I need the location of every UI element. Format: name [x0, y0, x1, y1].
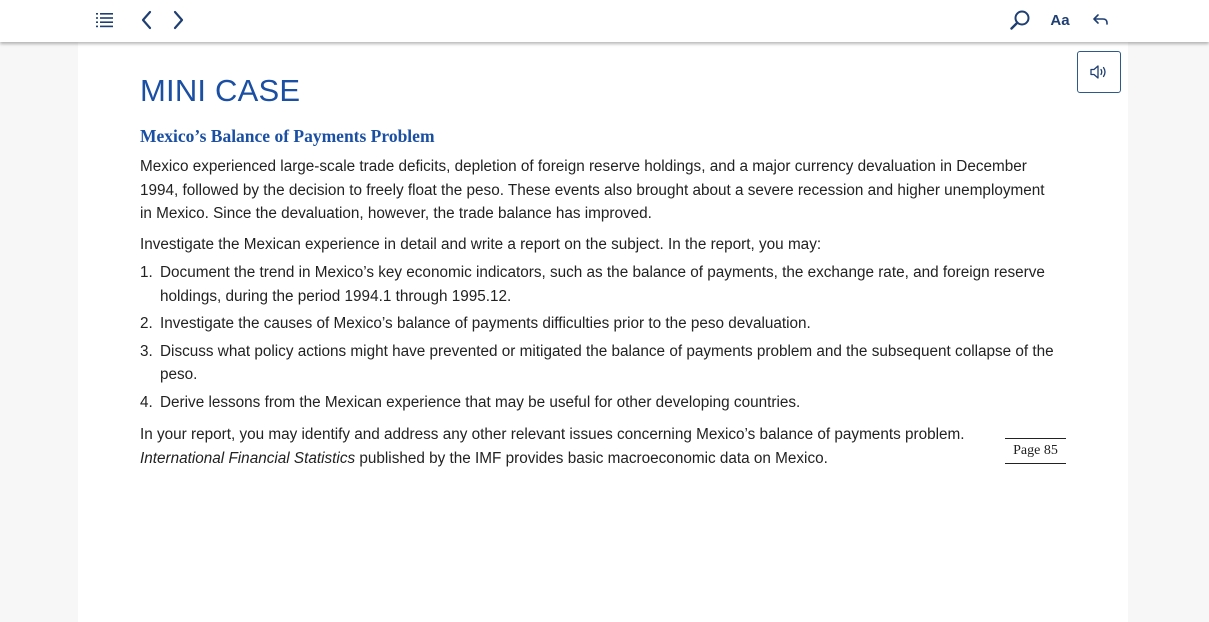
list-item-number: 4. [140, 393, 153, 411]
chevron-right-icon [171, 10, 185, 30]
mini-case-content [140, 70, 1060, 470]
list-item-number: 2. [140, 315, 153, 332]
closing-paragraph [140, 423, 980, 470]
page-number-marker: Page 85 [1005, 438, 1066, 464]
list-item [140, 312, 1060, 336]
return-button[interactable] [1089, 6, 1113, 34]
list-item-number: 1. [140, 264, 153, 281]
next-page-button[interactable] [167, 6, 189, 34]
list-item-text: Document the trend in Mexico’s key economic indicators, such as the balance of payments, the exchange rate, and foreign reserve holdings, during the period 1994.1 through 1995.12. [160, 264, 1045, 305]
publication-title: International Financial Statistics [140, 449, 356, 467]
case-subtitle: Mexico’s Balance of Payments Problem [140, 126, 435, 146]
list-item-number: 3. [140, 342, 153, 360]
closing-text-end: published by the IMF provides basic macroeconomic data on Mexico. [355, 449, 828, 467]
font-settings-label: Aa [1050, 11, 1070, 29]
speaker-icon [1089, 64, 1109, 80]
intro-paragraph: Mexico experienced large-scale trade deficits, depletion of foreign reserve holdings, and a major currency devaluation in December 1994, followed by the decision to freely float the peso. These events also brought about a severe recession and higher unemployment in Mexico. Since the devaluation, however, the trade balance has improved. [140, 158, 1045, 222]
list-item [140, 391, 1060, 415]
reader-toolbar [0, 0, 1209, 42]
font-settings-button[interactable] [1045, 6, 1075, 34]
list-item-text: Discuss what policy actions might have prevented or mitigated the balance of payments problem and the subsequent collapse of the peso. [160, 342, 1054, 383]
list-item-text: Derive lessons from the Mexican experience that may be useful for other developing countries. [160, 393, 801, 411]
task-list [140, 261, 1060, 414]
section-title: MINI CASE [140, 73, 301, 108]
return-arrow-icon [1092, 12, 1110, 28]
list-icon [95, 11, 115, 29]
task-paragraph: Investigate the Mexican experience in detail and write a report on the subject. In the report, you may: [140, 235, 822, 253]
search-button[interactable] [1007, 6, 1033, 34]
list-item [140, 261, 1060, 308]
read-aloud-button[interactable] [1077, 51, 1121, 93]
closing-text-start: In your report, you may identify and address any other relevant issues concerning Mexico’s balance of payments problem. [140, 426, 965, 443]
previous-page-button[interactable] [136, 6, 158, 34]
list-item [140, 340, 1060, 387]
chevron-left-icon [140, 10, 154, 30]
list-item-text: Investigate the causes of Mexico’s balance of payments difficulties prior to the peso devaluation. [160, 315, 811, 332]
search-icon [1009, 9, 1031, 31]
table-of-contents-button[interactable] [92, 6, 118, 34]
